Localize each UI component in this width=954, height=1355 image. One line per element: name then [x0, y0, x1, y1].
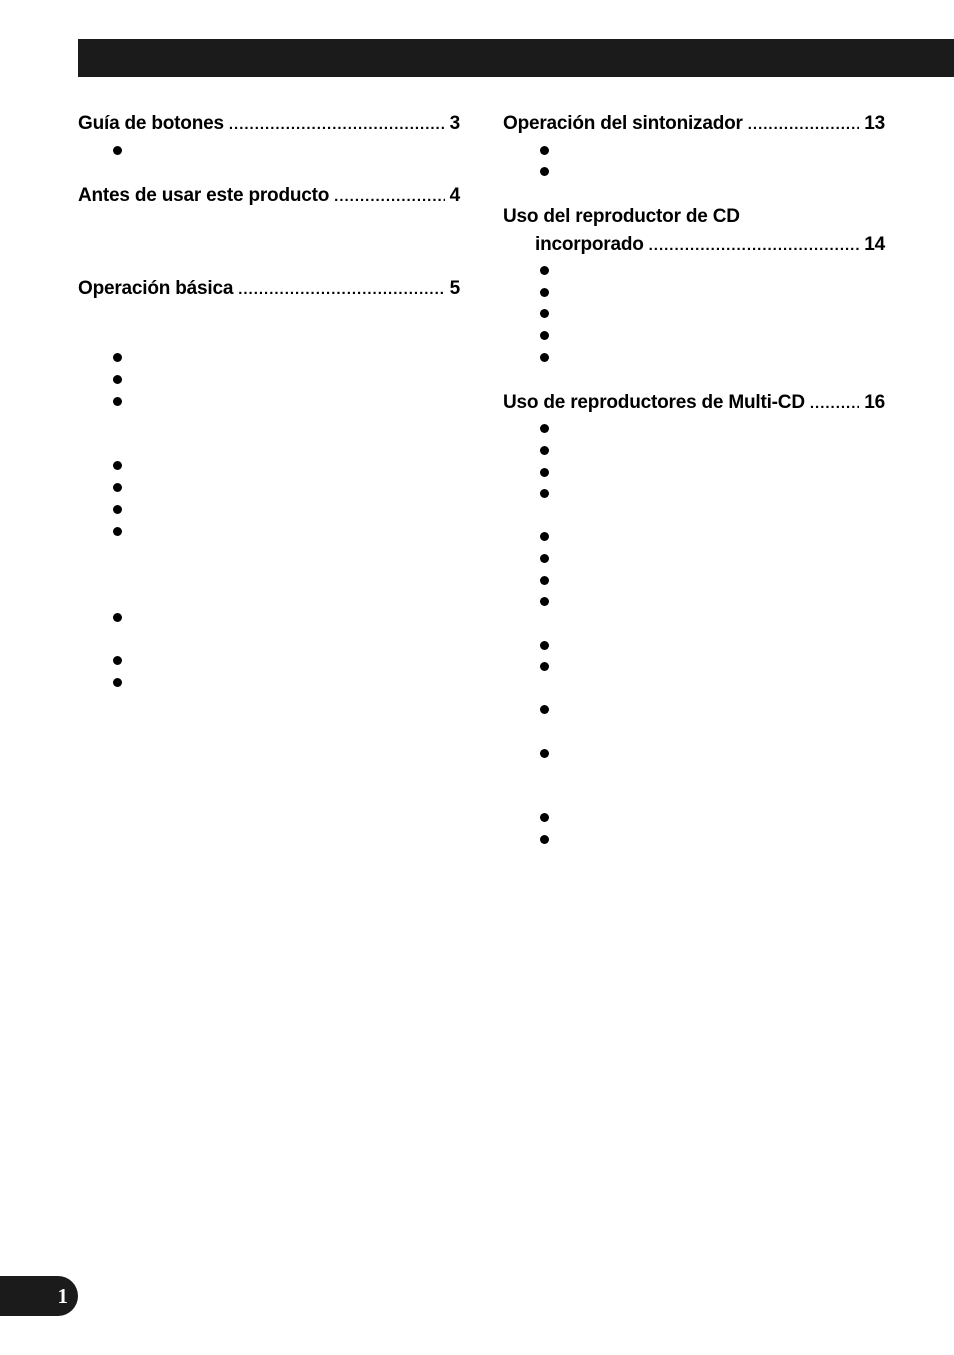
- toc-entry-page: 14: [864, 234, 885, 255]
- toc-entry-page: 13: [864, 113, 885, 134]
- bullet-icon: [540, 576, 549, 585]
- toc-entry-title: Operación básica: [78, 278, 234, 299]
- bullet-icon: [540, 554, 549, 563]
- bullet-icon: [540, 446, 549, 455]
- bullet-icon: [540, 167, 549, 176]
- bullet-icon: [540, 597, 549, 606]
- bullet-icon: [540, 424, 549, 433]
- bullet-icon: [540, 489, 549, 498]
- toc-entry-reproductor-cd[interactable]: [503, 205, 885, 258]
- bullet-icon: [113, 375, 122, 384]
- leader-dots: [748, 113, 860, 137]
- toc-entry-title: Uso de reproductores de Multi-CD: [503, 392, 805, 413]
- bullet-icon: [113, 656, 122, 665]
- bullet-icon: [540, 331, 549, 340]
- bullet-icon: [540, 705, 549, 714]
- toc-entry-operacion-sintonizador[interactable]: [503, 112, 885, 137]
- bullet-icon: [540, 146, 549, 155]
- bullet-icon: [113, 353, 122, 362]
- leader-dots: [334, 185, 444, 209]
- bullet-icon: [113, 146, 122, 155]
- page-number-tab: [0, 1276, 78, 1316]
- bullet-icon: [540, 641, 549, 650]
- toc-entry-title: Operación del sintonizador: [503, 113, 743, 134]
- leader-dots: [238, 278, 444, 302]
- bullet-icon: [540, 309, 549, 318]
- toc-entry-page: 3: [449, 113, 460, 134]
- leader-dots: [810, 392, 859, 416]
- bullet-icon: [540, 835, 549, 844]
- header-bar: [78, 39, 954, 77]
- bullet-icon: [540, 266, 549, 275]
- leader-dots: [649, 234, 860, 258]
- toc-entry-page: 5: [449, 278, 460, 299]
- toc-entry-operacion-basica[interactable]: [78, 277, 460, 302]
- bullet-icon: [540, 353, 549, 362]
- toc-entry-title: Antes de usar este producto: [78, 185, 330, 206]
- page-number: 1: [57, 1284, 68, 1308]
- toc-entry-title-continued: incorporado: [535, 234, 644, 255]
- toc-entry-antes-de-usar[interactable]: [78, 184, 460, 209]
- bullet-icon: [540, 532, 549, 541]
- leader-dots: [229, 113, 445, 137]
- bullet-icon: [540, 288, 549, 297]
- bullet-icon: [540, 662, 549, 671]
- toc-entry-title: Guía de botones: [78, 113, 224, 134]
- bullet-icon: [113, 527, 122, 536]
- bullet-icon: [113, 461, 122, 470]
- bullet-icon: [540, 468, 549, 477]
- bullet-icon: [113, 397, 122, 406]
- toc-entry-title: Uso del reproductor de CD: [503, 206, 740, 227]
- toc-entry-page: 4: [449, 185, 460, 206]
- bullet-icon: [540, 813, 549, 822]
- toc-entry-multi-cd[interactable]: [503, 391, 885, 416]
- bullet-icon: [113, 678, 122, 687]
- bullet-icon: [113, 505, 122, 514]
- bullet-icon: [540, 749, 549, 758]
- bullet-icon: [113, 483, 122, 492]
- toc-entry-page: 16: [864, 392, 885, 413]
- toc-entry-guia-de-botones[interactable]: [78, 112, 460, 137]
- bullet-icon: [113, 613, 122, 622]
